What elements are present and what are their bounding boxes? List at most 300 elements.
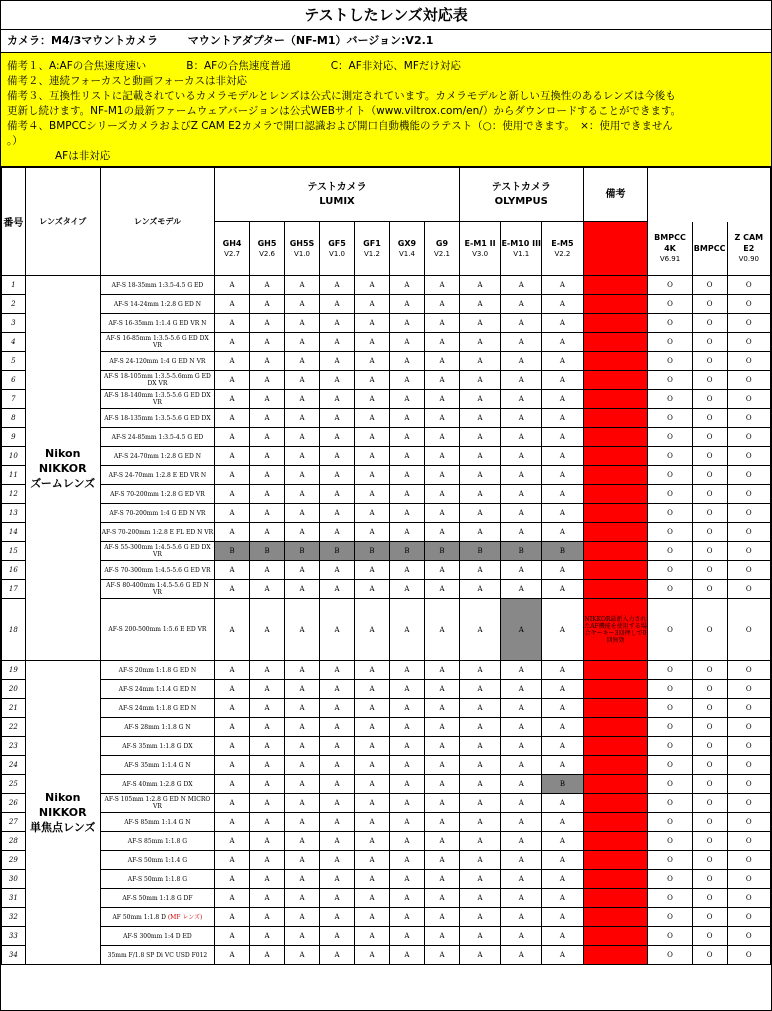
compat-cell: A: [459, 409, 500, 428]
compat-cell: A: [285, 390, 320, 409]
compat-cell: A: [542, 428, 583, 447]
table-row: [2, 333, 771, 352]
compat-cell: A: [250, 832, 285, 851]
row-number: 17: [2, 580, 26, 599]
compat-cell: A: [459, 737, 500, 756]
compat-cell: A: [250, 661, 285, 680]
compat-cell: A: [459, 314, 500, 333]
remark-red-cell: [583, 813, 648, 832]
compat-cell: A: [250, 756, 285, 775]
compat-cell: A: [285, 737, 320, 756]
compat-cell: A: [424, 428, 459, 447]
compat-cell: A: [459, 580, 500, 599]
compat-cell: A: [250, 718, 285, 737]
table-row: [2, 314, 771, 333]
remark-red-cell: [583, 390, 648, 409]
remark-red-cell: [583, 718, 648, 737]
compat-cell: A: [389, 680, 424, 699]
compat-cell: A: [354, 561, 389, 580]
remark-red-cell: [583, 371, 648, 390]
compat-cell: A: [424, 737, 459, 756]
row-number: 21: [2, 699, 26, 718]
compat-cell: A: [354, 371, 389, 390]
compat-cell: A: [285, 775, 320, 794]
lens-model: AF-S 24-70mm 1:2.8 E ED VR N: [100, 466, 214, 485]
compat-cell: A: [389, 908, 424, 927]
bm-cell: O: [648, 485, 692, 504]
compat-cell: A: [459, 813, 500, 832]
compat-cell: A: [285, 371, 320, 390]
lens-model: AF-S 24-70mm 1:2.8 G ED N: [100, 447, 214, 466]
bm-cell: O: [648, 756, 692, 775]
header-remarks-red: [583, 222, 648, 276]
compat-cell: A: [215, 561, 250, 580]
compat-cell: A: [501, 599, 542, 661]
compat-cell: A: [389, 794, 424, 813]
bm-cell: O: [648, 851, 692, 870]
compat-cell: A: [215, 889, 250, 908]
compat-cell: A: [320, 775, 355, 794]
bm-cell: O: [727, 504, 770, 523]
compat-cell: A: [320, 485, 355, 504]
remark-red-cell: [583, 908, 648, 927]
bm-cell: O: [648, 295, 692, 314]
lens-model: AF-S 200-500mm 1:5.6 E ED VR: [100, 599, 214, 661]
row-number: 6: [2, 371, 26, 390]
bm-cell: O: [727, 333, 770, 352]
compat-cell: A: [250, 314, 285, 333]
compat-cell: A: [542, 851, 583, 870]
remark-cell: NIKKOR最新入力されたAF機能を使用する場合ヤーキー3回押しで0回無効: [583, 599, 648, 661]
compat-cell: A: [424, 314, 459, 333]
header-bm-camera: Z CAM E2 V0.90: [727, 222, 770, 276]
lens-model: AF-S 70-200mm 1:2.8 G ED VR: [100, 485, 214, 504]
compat-cell: A: [542, 718, 583, 737]
compat-cell: A: [501, 851, 542, 870]
compat-cell: A: [320, 276, 355, 295]
compat-cell: A: [424, 466, 459, 485]
table-row: [2, 737, 771, 756]
compat-cell: A: [354, 295, 389, 314]
compat-cell: A: [501, 276, 542, 295]
row-number: 27: [2, 813, 26, 832]
table-row: [2, 680, 771, 699]
compat-cell: A: [459, 352, 500, 371]
compat-cell: A: [389, 390, 424, 409]
compat-cell: A: [285, 680, 320, 699]
lens-model: 35mm F/1.8 SP Di VC USD F012: [100, 946, 214, 965]
header-camera: GH5S V1.0: [285, 222, 320, 276]
bm-cell: O: [648, 276, 692, 295]
compat-cell: A: [542, 447, 583, 466]
bm-cell: O: [727, 908, 770, 927]
bm-cell: O: [648, 428, 692, 447]
bm-cell: O: [727, 466, 770, 485]
bm-cell: O: [727, 661, 770, 680]
compat-cell: A: [320, 946, 355, 965]
compat-cell: A: [354, 718, 389, 737]
bm-cell: O: [692, 485, 727, 504]
compat-cell: A: [320, 466, 355, 485]
compat-cell: A: [215, 295, 250, 314]
row-number: 31: [2, 889, 26, 908]
table-row: [2, 390, 771, 409]
row-number: 30: [2, 870, 26, 889]
row-number: 11: [2, 466, 26, 485]
table-row: [2, 927, 771, 946]
compat-cell: A: [354, 794, 389, 813]
compat-cell: A: [501, 699, 542, 718]
compat-cell: A: [389, 889, 424, 908]
compat-cell: A: [354, 428, 389, 447]
lens-model: AF-S 16-85mm 1:3.5-5.6 G ED DX VR: [100, 333, 214, 352]
compat-cell: A: [215, 390, 250, 409]
compat-cell: A: [320, 428, 355, 447]
compat-cell: A: [250, 775, 285, 794]
compat-cell: B: [354, 542, 389, 561]
table-row: [2, 485, 771, 504]
bm-cell: O: [648, 523, 692, 542]
compat-cell: A: [285, 466, 320, 485]
compat-cell: A: [501, 466, 542, 485]
compat-cell: A: [542, 276, 583, 295]
compat-cell: A: [354, 447, 389, 466]
bm-cell: O: [727, 718, 770, 737]
compat-cell: A: [320, 813, 355, 832]
header-camera: G9 V2.1: [424, 222, 459, 276]
table-row: [2, 718, 771, 737]
header-olympus: テストカメラ OLYMPUS: [459, 168, 583, 222]
remark-red-cell: [583, 333, 648, 352]
bm-cell: O: [648, 775, 692, 794]
compat-cell: A: [320, 409, 355, 428]
remark-red-cell: [583, 466, 648, 485]
compat-cell: A: [389, 851, 424, 870]
compat-cell: A: [459, 756, 500, 775]
lens-model: AF-S 70-300mm 1:4.5-5.6 G ED VR: [100, 561, 214, 580]
compat-cell: A: [389, 946, 424, 965]
compat-cell: B: [424, 542, 459, 561]
table-row: [2, 699, 771, 718]
compat-cell: A: [424, 599, 459, 661]
remark-red-cell: [583, 794, 648, 813]
lens-model: AF-S 18-140mm 1:3.5-5.6 G ED DX VR: [100, 390, 214, 409]
compat-cell: A: [501, 447, 542, 466]
bm-cell: O: [727, 870, 770, 889]
bm-cell: O: [727, 775, 770, 794]
header-num: 番号: [2, 168, 26, 276]
lens-model: AF-S 18-35mm 1:3.5-4.5 G ED: [100, 276, 214, 295]
compat-cell: A: [424, 851, 459, 870]
compat-cell: A: [320, 580, 355, 599]
compat-cell: A: [501, 870, 542, 889]
bm-cell: O: [692, 832, 727, 851]
compat-cell: A: [354, 523, 389, 542]
header-camera: E-M5 V2.2: [542, 222, 583, 276]
compat-cell: B: [250, 542, 285, 561]
remark-red-cell: [583, 276, 648, 295]
note-a: 備考１、A:AFの合焦速度速い: [7, 60, 147, 72]
compat-cell: A: [501, 428, 542, 447]
compat-cell: A: [424, 276, 459, 295]
compat-cell: A: [285, 851, 320, 870]
header-camera: GH5 V2.6: [250, 222, 285, 276]
compat-cell: A: [354, 908, 389, 927]
row-number: 4: [2, 333, 26, 352]
compat-cell: A: [501, 371, 542, 390]
compat-cell: A: [320, 447, 355, 466]
compat-cell: A: [542, 756, 583, 775]
bm-cell: O: [727, 523, 770, 542]
compat-cell: A: [389, 561, 424, 580]
table-row: [2, 756, 771, 775]
compat-cell: A: [215, 504, 250, 523]
bm-cell: O: [692, 447, 727, 466]
lens-model: AF-S 80-400mm 1:4.5-5.6 G ED N VR: [100, 580, 214, 599]
remark-red-cell: [583, 580, 648, 599]
compat-cell: A: [354, 832, 389, 851]
row-number: 3: [2, 314, 26, 333]
bm-cell: O: [648, 737, 692, 756]
compat-cell: A: [459, 908, 500, 927]
compat-cell: A: [424, 371, 459, 390]
compat-cell: A: [354, 699, 389, 718]
compat-cell: A: [320, 599, 355, 661]
compat-cell: A: [285, 908, 320, 927]
compat-cell: A: [389, 352, 424, 371]
lens-model: AF-S 50mm 1:1.8 G: [100, 870, 214, 889]
remark-red-cell: [583, 504, 648, 523]
compat-cell: A: [542, 333, 583, 352]
row-number: 29: [2, 851, 26, 870]
lens-model: AF-S 18-135mm 1:3.5-5.6 G ED DX: [100, 409, 214, 428]
bm-cell: O: [692, 927, 727, 946]
compat-cell: A: [354, 276, 389, 295]
lens-model: AF-S 50mm 1:1.8 G DF: [100, 889, 214, 908]
bm-cell: O: [648, 580, 692, 599]
bm-cell: O: [692, 851, 727, 870]
bm-cell: O: [648, 661, 692, 680]
compat-cell: A: [215, 794, 250, 813]
compat-cell: A: [459, 466, 500, 485]
note-line-1: [7, 59, 765, 74]
bm-cell: O: [727, 409, 770, 428]
remark-red-cell: [583, 523, 648, 542]
bm-cell: O: [692, 699, 727, 718]
compat-cell: A: [389, 699, 424, 718]
bm-cell: O: [648, 390, 692, 409]
bm-cell: O: [648, 599, 692, 661]
compat-cell: A: [424, 927, 459, 946]
compat-cell: A: [215, 485, 250, 504]
row-number: 33: [2, 927, 26, 946]
compat-cell: A: [459, 295, 500, 314]
compat-cell: A: [459, 390, 500, 409]
compat-cell: A: [215, 599, 250, 661]
note-line-4: 更新し続けます。NF-M1の最新ファームウェアバージョンは公式WEBサイト（www.viltrox.com/en/）からダウンロードすることができます。: [7, 105, 682, 117]
row-number: 1: [2, 276, 26, 295]
compat-cell: B: [459, 542, 500, 561]
bm-cell: O: [648, 946, 692, 965]
header-camera: GH4 V2.7: [215, 222, 250, 276]
row-number: 12: [2, 485, 26, 504]
header-camera: GX9 V1.4: [389, 222, 424, 276]
compat-cell: A: [250, 680, 285, 699]
compat-cell: A: [389, 927, 424, 946]
bm-cell: O: [727, 352, 770, 371]
lens-model: AF-S 24-120mm 1:4 G ED N VR: [100, 352, 214, 371]
compat-cell: A: [354, 813, 389, 832]
compat-cell: A: [389, 813, 424, 832]
compat-cell: A: [215, 276, 250, 295]
page-title: テストしたレンズ対応表: [1, 1, 771, 30]
compat-cell: A: [501, 680, 542, 699]
compat-cell: A: [320, 851, 355, 870]
remark-red-cell: [583, 889, 648, 908]
table-row: [2, 870, 771, 889]
compat-cell: A: [354, 661, 389, 680]
bm-cell: O: [692, 295, 727, 314]
bm-cell: O: [648, 832, 692, 851]
bm-cell: O: [648, 561, 692, 580]
compat-cell: A: [285, 794, 320, 813]
compat-cell: A: [250, 409, 285, 428]
compat-cell: A: [320, 794, 355, 813]
compat-cell: A: [389, 314, 424, 333]
bm-cell: O: [727, 851, 770, 870]
bm-cell: O: [648, 794, 692, 813]
table-row: [2, 580, 771, 599]
compat-cell: A: [250, 523, 285, 542]
compat-cell: A: [542, 832, 583, 851]
compat-cell: A: [542, 371, 583, 390]
compat-cell: A: [320, 718, 355, 737]
bm-cell: O: [692, 466, 727, 485]
row-number: 34: [2, 946, 26, 965]
bm-cell: O: [727, 542, 770, 561]
row-number: 10: [2, 447, 26, 466]
compat-cell: A: [354, 756, 389, 775]
compat-cell: A: [501, 661, 542, 680]
row-number: 14: [2, 523, 26, 542]
compat-cell: A: [542, 295, 583, 314]
compat-cell: A: [215, 927, 250, 946]
lens-model: AF-S 85mm 1:1.8 G: [100, 832, 214, 851]
compat-cell: A: [250, 333, 285, 352]
notes-panel: [1, 53, 771, 167]
compat-cell: A: [459, 561, 500, 580]
header-remarks: 備考: [583, 168, 648, 222]
compat-cell: A: [215, 851, 250, 870]
compat-cell: A: [501, 756, 542, 775]
adapter-label: マウントアダプター（NF-M1）バージョン:V2.1: [187, 34, 434, 47]
compat-cell: A: [424, 295, 459, 314]
compat-cell: A: [250, 813, 285, 832]
bm-cell: O: [648, 889, 692, 908]
compat-cell: A: [542, 485, 583, 504]
compat-cell: A: [285, 756, 320, 775]
lens-model: AF-S 35mm 1:1.8 G DX: [100, 737, 214, 756]
compat-cell: A: [354, 390, 389, 409]
bm-cell: O: [692, 737, 727, 756]
bm-cell: O: [648, 447, 692, 466]
bm-cell: O: [648, 409, 692, 428]
bm-cell: O: [648, 333, 692, 352]
compat-cell: A: [424, 889, 459, 908]
compat-cell: A: [459, 680, 500, 699]
compat-cell: A: [354, 851, 389, 870]
compat-cell: A: [501, 333, 542, 352]
row-number: 22: [2, 718, 26, 737]
compat-cell: A: [215, 699, 250, 718]
remark-red-cell: [583, 870, 648, 889]
header-lens-model: レンズモデル: [100, 168, 214, 276]
lens-model: AF-S 28mm 1:1.8 G N: [100, 718, 214, 737]
compat-cell: A: [542, 889, 583, 908]
compat-cell: A: [389, 295, 424, 314]
compat-cell: A: [354, 352, 389, 371]
lens-model: AF-S 24mm 1:1.8 G ED N: [100, 699, 214, 718]
bm-cell: O: [692, 599, 727, 661]
camera-label: カメラ：M4/3マウントカメラ: [7, 34, 158, 47]
compat-cell: A: [542, 946, 583, 965]
compat-cell: A: [250, 851, 285, 870]
bm-cell: O: [692, 428, 727, 447]
compat-cell: A: [285, 889, 320, 908]
compat-cell: A: [501, 409, 542, 428]
remark-red-cell: [583, 927, 648, 946]
compat-cell: A: [320, 295, 355, 314]
note-line-6: 。）: [7, 135, 23, 147]
bm-cell: O: [727, 680, 770, 699]
lens-model: AF-S 55-300mm 1:4.5-5.6 G ED DX VR: [100, 542, 214, 561]
remark-red-cell: [583, 661, 648, 680]
compat-cell: A: [250, 794, 285, 813]
compat-cell: B: [389, 542, 424, 561]
bm-cell: O: [692, 542, 727, 561]
bm-cell: O: [648, 908, 692, 927]
row-number: 9: [2, 428, 26, 447]
row-number: 19: [2, 661, 26, 680]
header-camera: E-M10 III V1.1: [501, 222, 542, 276]
compat-cell: A: [459, 523, 500, 542]
compat-cell: A: [285, 832, 320, 851]
compat-cell: A: [285, 661, 320, 680]
compat-cell: A: [250, 699, 285, 718]
compatibility-table: [1, 167, 771, 965]
table-row: [2, 889, 771, 908]
compat-cell: A: [320, 371, 355, 390]
compat-cell: A: [424, 794, 459, 813]
compat-cell: A: [285, 295, 320, 314]
compat-cell: A: [320, 561, 355, 580]
compat-cell: A: [250, 447, 285, 466]
bm-cell: O: [727, 889, 770, 908]
compat-cell: A: [215, 832, 250, 851]
compat-cell: A: [215, 447, 250, 466]
compat-cell: A: [285, 333, 320, 352]
compat-cell: A: [459, 661, 500, 680]
compat-cell: A: [215, 775, 250, 794]
remark-red-cell: [583, 946, 648, 965]
bm-cell: O: [727, 813, 770, 832]
compat-cell: A: [424, 409, 459, 428]
compat-cell: A: [320, 756, 355, 775]
compat-cell: A: [215, 813, 250, 832]
bm-cell: O: [692, 756, 727, 775]
compat-cell: A: [542, 599, 583, 661]
compat-cell: A: [285, 276, 320, 295]
